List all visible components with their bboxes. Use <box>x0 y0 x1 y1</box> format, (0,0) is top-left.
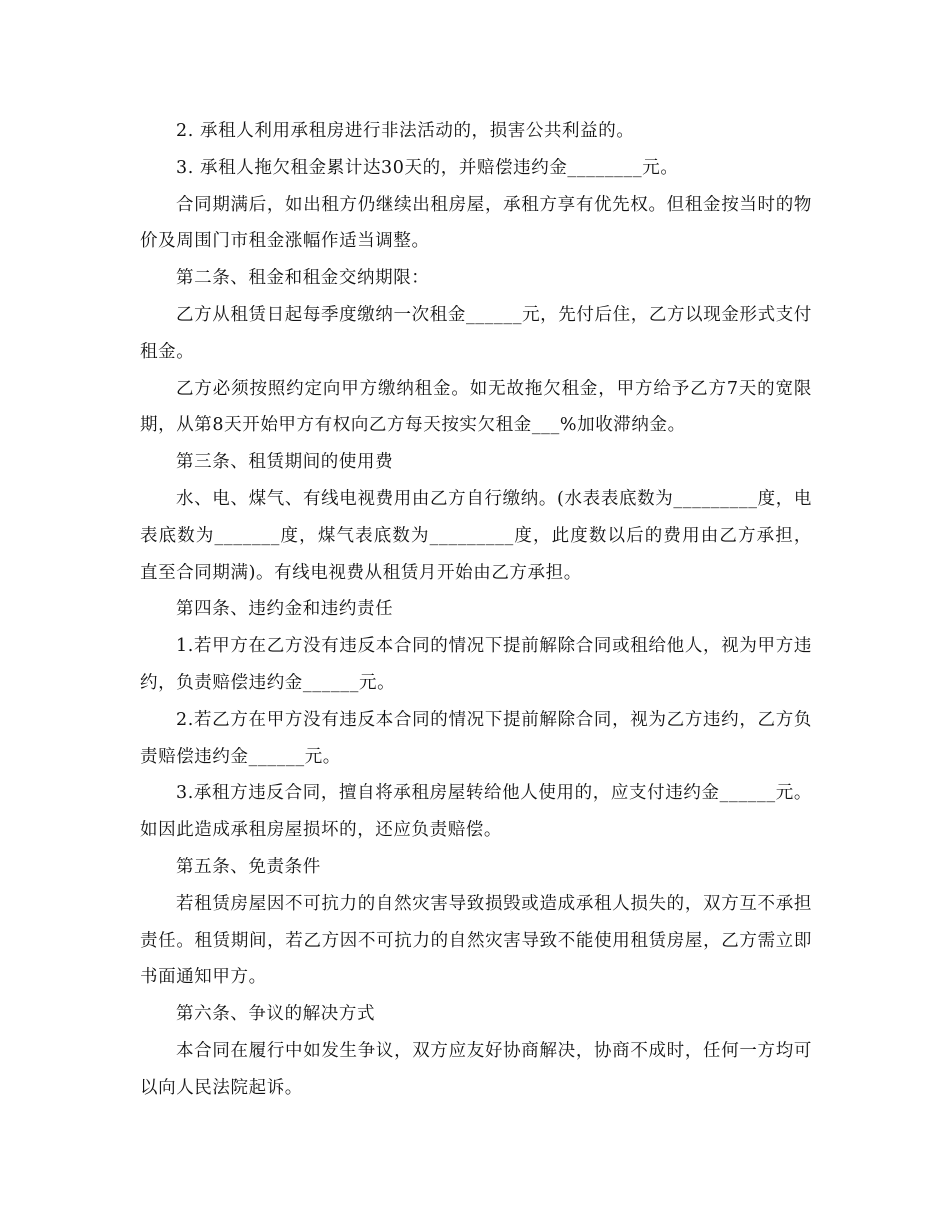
dispute-paragraph: 本合同在履行中如发生争议，双方应友好协商解决，协商不成时，任何一方均可以向人民法院起诉。 <box>140 1040 812 1098</box>
section-heading-exemption: 第五条、免责条件 <box>176 856 321 877</box>
renewal-paragraph: 合同期满后，如出租方仍继续出租房屋，承租方享有优先权。但租金按当时的物价及周围门市租金涨幅作适当调整。 <box>140 194 812 252</box>
usage-fees-paragraph: 水、电、煤气、有线电视费用由乙方自行缴纳。(水表表底数为_________度，电表底数为_______度，煤气表底数为_________度，此度数以后的费用由乙方承担，直至合同期满)。有线电视费从租赁月开始由乙方承担。 <box>140 488 812 583</box>
exemption-paragraph: 若租赁房屋因不可抗力的自然灾害导致损毁或造成承租人损失的，双方互不承担责任。租赁期间，若乙方因不可抗力的自然灾害导致不能使用租赁房屋，乙方需立即书面通知甲方。 <box>140 893 812 988</box>
rent-payment-paragraph: 乙方从租赁日起每季度缴纳一次租金______元，先付后住，乙方以现金形式支付租金。 <box>140 304 812 362</box>
clause-item-2: 2. 承租人利用承租房进行非法活动的，损害公共利益的。 <box>176 121 635 141</box>
section-heading-dispute: 第六条、争议的解决方式 <box>176 1004 376 1025</box>
liability-item-3: 3.承租方违反合同，擅自将承租房屋转给他人使用的，应支付违约金______元。如因此造成承租房屋损坏的，还应负责赔偿。 <box>140 783 812 841</box>
section-heading-rent: 第二条、租金和租金交纳期限： <box>176 268 430 289</box>
liability-item-1: 1.若甲方在乙方没有违反本合同的情况下提前解除合同或租给他人，视为甲方违约，负责赔偿违约金______元。 <box>140 636 812 693</box>
clause-item-3: 3. 承租人拖欠租金累计达30天的，并赔偿违约金________元。 <box>176 157 679 178</box>
section-heading-usage-fees: 第三条、租赁期间的使用费 <box>176 452 394 473</box>
late-fee-paragraph: 乙方必须按照约定向甲方缴纳租金。如无故拖欠租金，甲方给予乙方7天的宽限期，从第8天开始甲方有权向乙方每天按实欠租金___%加收滞纳金。 <box>140 378 812 436</box>
document-body <box>140 113 812 1107</box>
liability-item-2: 2.若乙方在甲方没有违反本合同的情况下提前解除合同，视为乙方违约，乙方负责赔偿违约金______元。 <box>140 709 812 767</box>
section-heading-liability: 第四条、违约金和违约责任 <box>176 599 394 620</box>
